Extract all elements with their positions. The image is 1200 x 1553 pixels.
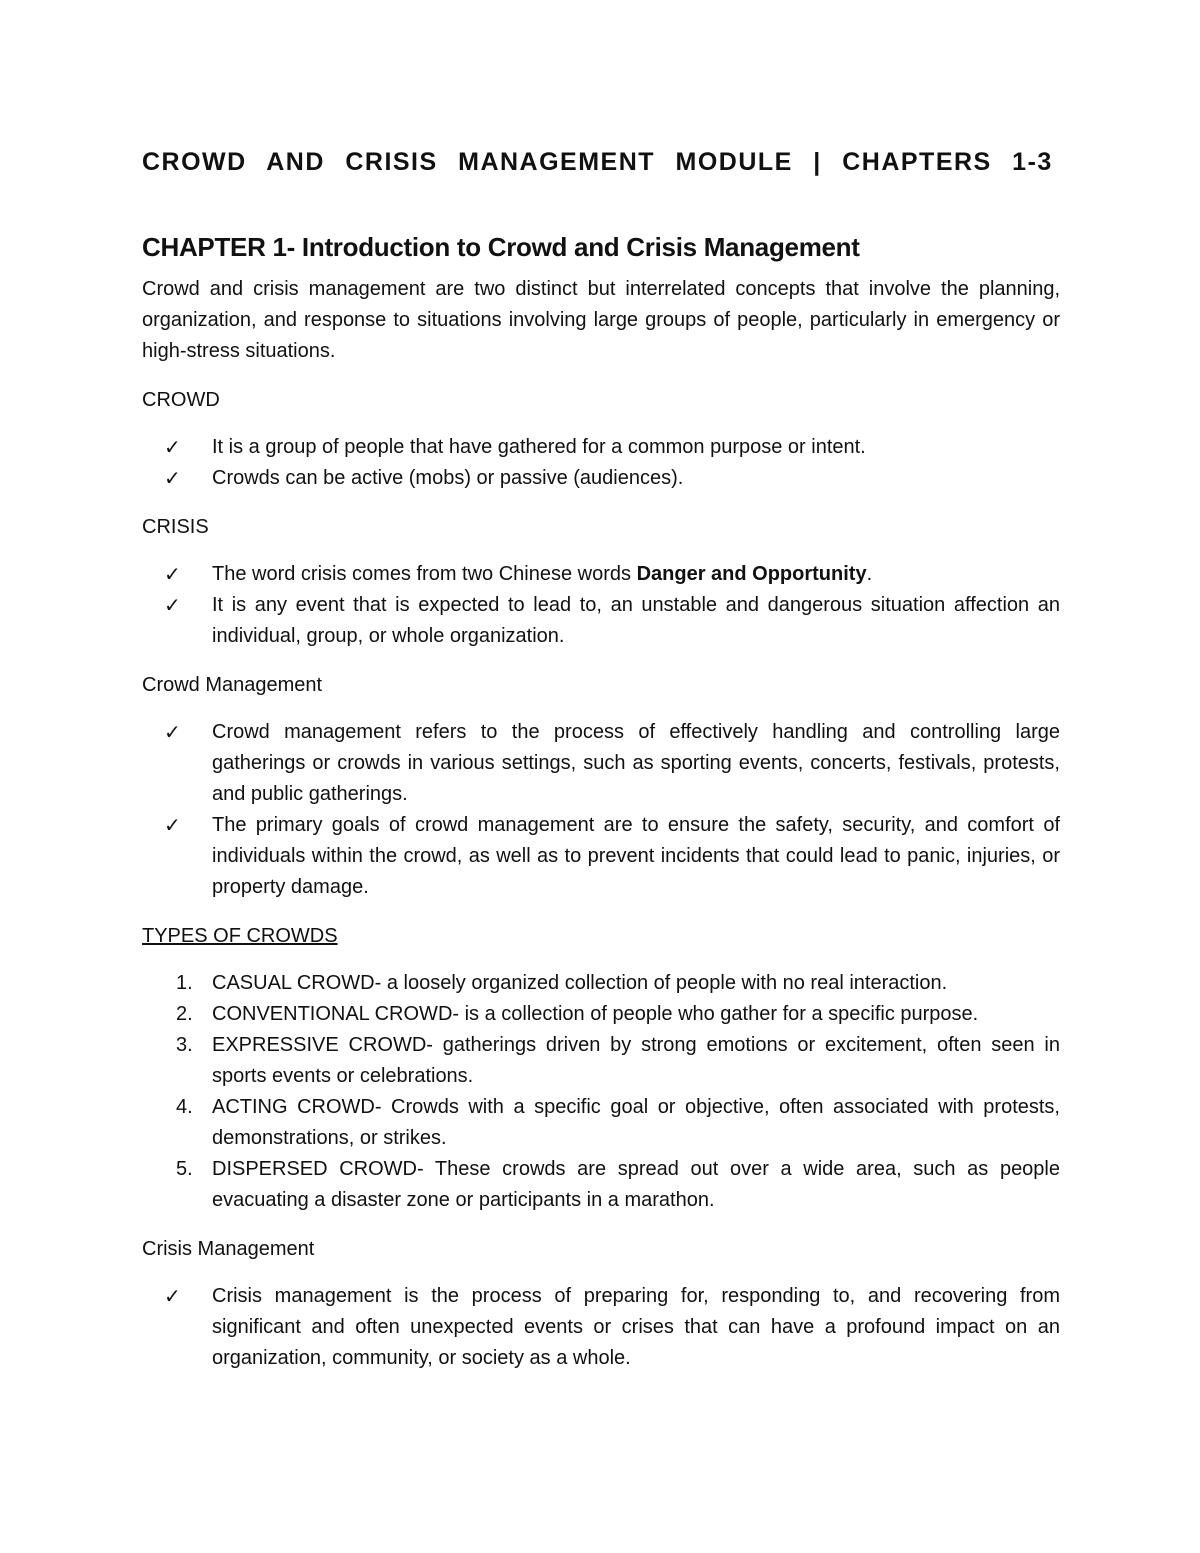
- list-number: 5.: [176, 1158, 193, 1180]
- list-item: [142, 1281, 1060, 1374]
- types-of-crowds-list: [142, 968, 1060, 1216]
- crisis-management-list: [142, 1281, 1060, 1374]
- list-item-text: DISPERSED CROWD- These crowds are spread out over a wide area, such as people evacuating a disaster zone or participants in a marathon.: [212, 1158, 1060, 1211]
- section-label-types-of-crowds: TYPES OF CROWDS: [142, 925, 338, 947]
- intro-paragraph: Crowd and crisis management are two distinct but interrelated concepts that involve the planning, organization, and response to situations involving large groups of people, particularly in emergency or high-stress situations.: [142, 278, 1060, 362]
- list-item-text: It is any event that is expected to lead to, an unstable and dangerous situation affection an individual, group, or whole organization.: [212, 594, 1060, 647]
- document-title: CROWD AND CRISIS MANAGEMENT MODULE | CHAPTERS 1-3: [142, 148, 1053, 176]
- list-number: 2.: [176, 1003, 193, 1025]
- section-label-crisis-management: Crisis Management: [142, 1238, 315, 1260]
- check-mark-icon: ✓: [164, 435, 181, 459]
- check-mark-icon: ✓: [164, 813, 181, 837]
- list-item-text: Crowd management refers to the process of effectively handling and controlling large gatherings or crowds in various settings, such as sporting events, concerts, festivals, protests, and public gatherings.: [212, 721, 1060, 805]
- list-number: 4.: [176, 1096, 193, 1118]
- list-item: [142, 1030, 1060, 1092]
- list-item: [142, 717, 1060, 810]
- list-item: [142, 463, 1060, 494]
- check-mark-icon: ✓: [164, 466, 181, 490]
- list-number: 3.: [176, 1034, 193, 1056]
- danger-and-opportunity-emphasis: Danger and Opportunity: [636, 563, 867, 585]
- list-item-text: CASUAL CROWD- a loosely organized collection of people with no real interaction.: [212, 972, 948, 994]
- list-item: [142, 1154, 1060, 1216]
- list-item-text: [212, 563, 872, 585]
- crisis-definition-suffix: .: [866, 563, 873, 585]
- list-item-text: EXPRESSIVE CROWD- gatherings driven by strong emotions or excitement, often seen in sports events or celebrations.: [212, 1034, 1060, 1087]
- crisis-definition-prefix: The word crisis comes from two Chinese words: [212, 563, 637, 585]
- list-item: [142, 810, 1060, 903]
- list-item: [142, 968, 1060, 999]
- section-label-crisis: CRISIS: [142, 516, 209, 538]
- list-item: [142, 432, 1060, 463]
- section-label-crowd-management: Crowd Management: [142, 674, 323, 696]
- list-item: [142, 999, 1060, 1030]
- list-item-text: The primary goals of crowd management are to ensure the safety, security, and comfort of individuals within the crowd, as well as to prevent incidents that could lead to panic, injuries, or property damage.: [212, 814, 1060, 898]
- list-item: [142, 590, 1060, 652]
- list-item-text: Crowds can be active (mobs) or passive (audiences).: [212, 467, 684, 489]
- chapter-heading: CHAPTER 1- Introduction to Crowd and Crisis Management: [142, 232, 860, 262]
- list-item: [142, 1092, 1060, 1154]
- list-item-text: Crisis management is the process of preparing for, responding to, and recovering from significant and often unexpected events or crises that can have a profound impact on an organization, community, or society as a whole.: [212, 1285, 1060, 1369]
- list-item-text: ACTING CROWD- Crowds with a specific goal or objective, often associated with protests, demonstrations, or strikes.: [212, 1096, 1060, 1149]
- list-item-text: CONVENTIONAL CROWD- is a collection of people who gather for a specific purpose.: [212, 1003, 979, 1025]
- list-item: [142, 559, 1060, 590]
- crowd-management-list: [142, 717, 1060, 903]
- crowd-list: [142, 432, 1060, 494]
- check-mark-icon: ✓: [164, 720, 181, 744]
- crisis-list: [142, 559, 1060, 652]
- check-mark-icon: ✓: [164, 1284, 181, 1308]
- check-mark-icon: ✓: [164, 593, 181, 617]
- document-body: [142, 140, 1060, 1374]
- check-mark-icon: ✓: [164, 562, 181, 586]
- list-item-text: It is a group of people that have gathered for a common purpose or intent.: [212, 436, 866, 458]
- section-label-crowd: CROWD: [142, 389, 220, 411]
- list-number: 1.: [176, 972, 193, 994]
